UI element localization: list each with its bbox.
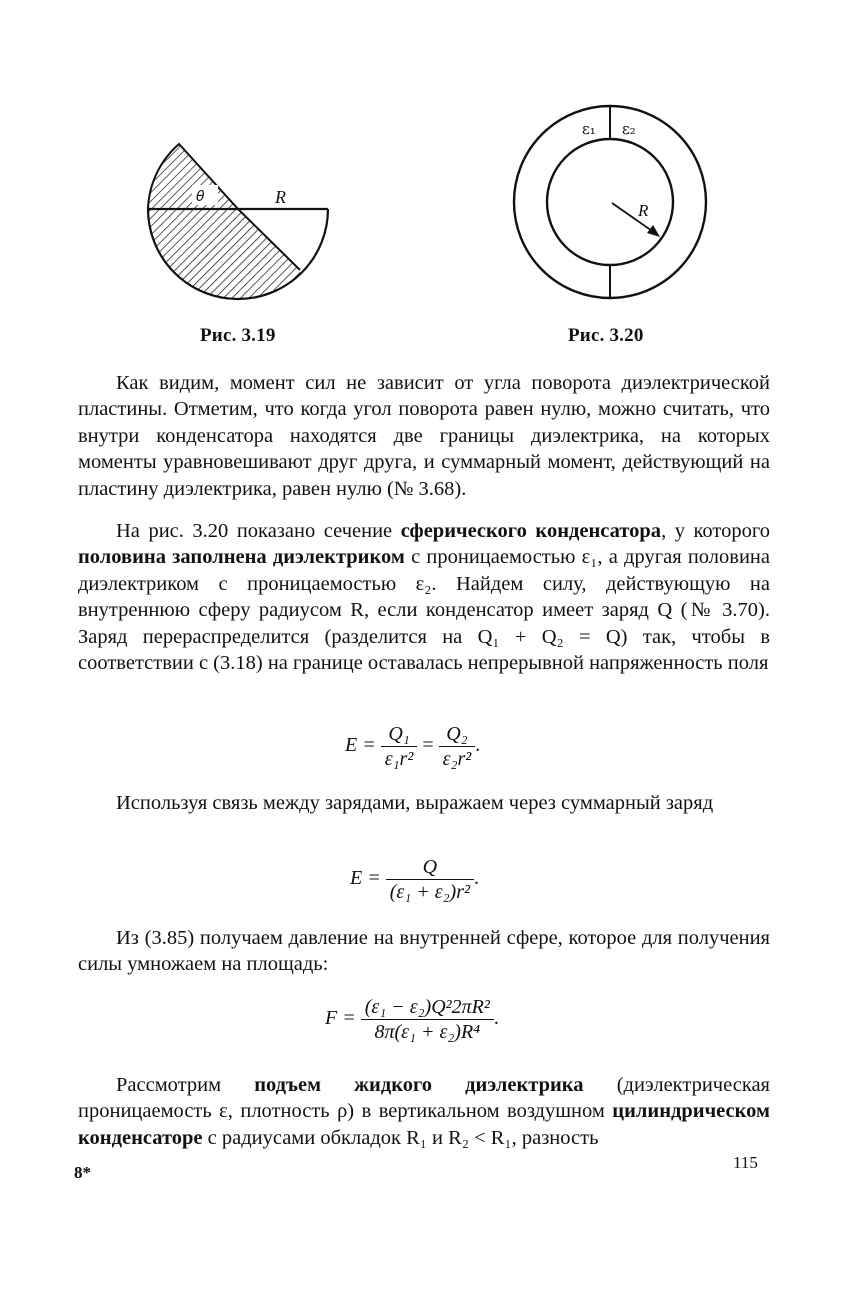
paragraph-3: Используя связь между зарядами, выражаем через суммарный заряд [116, 792, 714, 814]
radius-label: R [275, 187, 286, 207]
term-half-filled: половина заполнена диэлектриком [78, 546, 405, 569]
paragraph-4: Из (3.85) получаем давление на внутренней сфере, которое для получения силы умножаем на площадь: [78, 927, 770, 976]
equation-1: E = $\frac{\text{Q₁}}{\text{ε₁r²}}$ = $\frac{\text{Q₂}}{\text{ε₂r²}}$ . [345, 723, 481, 770]
paragraph-1: Как видим, момент сил не зависит от угла поворота диэлектрической пластины. Отметим, что когда угол поворота равен нулю, можно считать, что внутри конденсатора находятся две границы диэлектрика, на которых моменты уравновешивают друг друга, и суммарный момент, действующий на пластину диэлектрика, равен нулю (№ 3.68). [78, 372, 770, 500]
paragraph-2: На рис. 3.20 показано сечение сферического конденсатора, у которого половина заполнена диэлектриком с проницаемостью ε₁, а другая половина диэлектриком с проницаемостью ε₂. Найдем силу, действующую на внутреннюю сферу радиусом R, если конденсатор имеет заряд Q (№ 3.70). Заряд перераспределится (разделится на Q₁ + Q₂ = Q) так, чтобы в соответствии с (3.18) на границе оставалась непрерывной напряженность поля [78, 520, 770, 675]
page-number: 115 [733, 1153, 758, 1172]
eps2-label: ε₂ [622, 120, 636, 138]
term-cylindrical-capacitor: цилиндрическом конденсаторе [78, 1100, 770, 1149]
radius-label: R [638, 201, 649, 220]
caption-3-20: Рис. 3.20 [568, 325, 644, 346]
inner-sphere [547, 139, 673, 265]
figure-3-20 [510, 100, 710, 305]
equation-2: E = $\frac{Q}{\text{(ε₁ + ε₂)r²}}$ . [350, 856, 479, 903]
figure-3-19 [140, 135, 340, 310]
signature-mark: 8* [74, 1163, 91, 1182]
term-liquid-dielectric: подъем жидкого диэлектрика [254, 1074, 584, 1096]
caption-3-19: Рис. 3.19 [200, 325, 276, 346]
theta-label: θ [196, 189, 205, 205]
paragraph-5: Рассмотрим подъем жидкого диэлектрика (диэлектрическая проницаемость ε, плотность ρ) в вертикальном воздушном цилиндрическом конденсаторе с радиусами обкладок R₁ и R₂ < R₁, разность [78, 1074, 770, 1149]
eps1-label: ε₁ [582, 120, 596, 138]
radius-arrow [612, 203, 655, 233]
term-spherical-capacitor: сферического конденсатора [400, 520, 662, 542]
equation-3: F = $\frac{\text{(ε₁ − ε₂)Q²2πR²}}{\text{8π(ε₁ + ε₂)R⁴}}$ . [325, 996, 499, 1043]
